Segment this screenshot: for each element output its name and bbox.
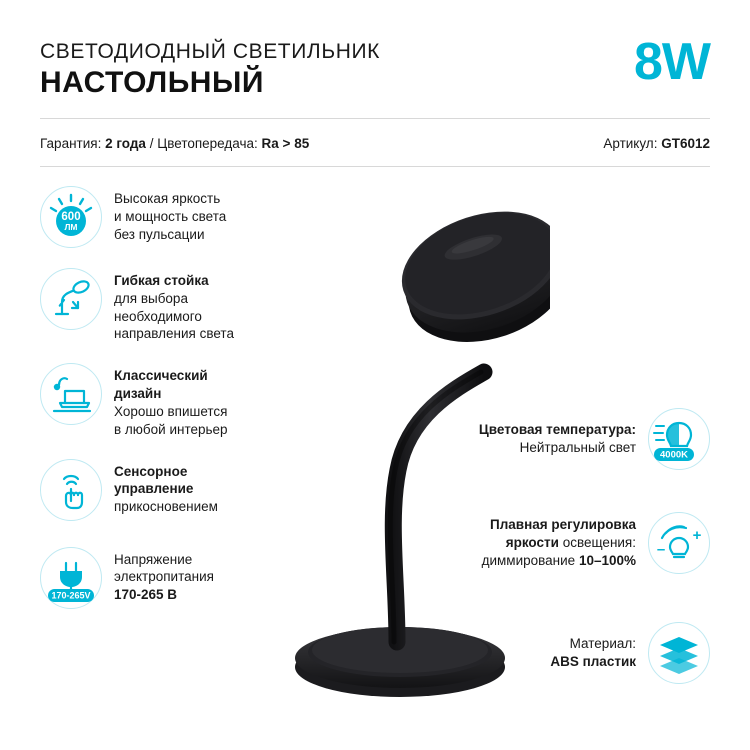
lumens-unit: ЛМ (64, 222, 78, 232)
feature-line: прикосновением (114, 499, 218, 515)
feature-line: для выбора (114, 290, 188, 306)
feature-line-bold: Плавная регулировка (489, 516, 636, 532)
feature-item-dimming (370, 512, 710, 574)
lumens-value: 600 (61, 211, 81, 223)
feature-line (482, 534, 636, 552)
feature-text-dimming (482, 516, 636, 571)
feature-line-bold: Цветовая температура: (478, 421, 636, 437)
feature-line (482, 552, 636, 570)
dimming-plus-sign: + (692, 527, 702, 544)
color-temperature-badge-value: 4000K (660, 449, 688, 461)
dimming-bulb-icon (648, 512, 710, 574)
sku-label: Артикул: (603, 136, 658, 151)
feature-line: и мощность света (114, 208, 227, 224)
meta-right (603, 136, 710, 151)
meta-row (40, 136, 710, 151)
touch-hand-icon (40, 459, 102, 521)
feature-line: Нейтральный свет (519, 440, 636, 455)
warranty-value: 2 года (105, 136, 146, 151)
warranty-label: Гарантия: (40, 136, 102, 151)
feature-line: Хорошо впишется (114, 403, 228, 419)
feature-text-brightness (114, 186, 226, 243)
feature-line: Напряжение (114, 551, 193, 567)
feature-line-bold: Гибкая стойка (114, 273, 209, 288)
header (40, 33, 710, 101)
feature-line: без пульсации (114, 226, 205, 242)
feature-line-bold: 170-265 В (114, 587, 178, 603)
page-title-line1: СВЕТОДИОДНЫЙ СВЕТИЛЬНИК (40, 40, 380, 63)
voltage-badge-value: 170-265V (51, 590, 91, 600)
feature-line: Материал: (569, 635, 636, 651)
feature-line-bold: Классический (114, 368, 208, 384)
page-title-line2: НАСТОЛЬНЫЙ (40, 66, 264, 100)
color-temperature-bulb-icon (648, 408, 710, 470)
feature-line: Высокая яркость (114, 191, 221, 206)
material-layers-icon (648, 622, 710, 684)
meta-separator: / (149, 136, 154, 151)
feature-line-bold: ABS пластик (550, 654, 636, 669)
feature-text-material (550, 635, 636, 671)
feature-text-touch-control (114, 459, 218, 516)
cri-label: Цветопередача: (157, 136, 258, 151)
feature-line-bold: Сенсорное (114, 463, 188, 479)
feature-item-material (410, 622, 710, 684)
feature-text-voltage (114, 547, 214, 604)
feature-text-color-temperature (479, 421, 636, 457)
feature-line-bold: управление (114, 481, 194, 497)
power-plug-icon (40, 547, 102, 609)
feature-line-bold: дизайн (114, 386, 162, 402)
meta-divider (40, 166, 710, 167)
brightness-rays-icon (40, 186, 102, 248)
laptop-desk-icon (40, 363, 102, 425)
feature-line: необходимого (114, 308, 202, 324)
sku-value: GT6012 (661, 136, 710, 151)
feature-line-part: диммирование (481, 553, 576, 569)
feature-text-flexible-stand (114, 268, 234, 343)
header-divider (40, 118, 710, 119)
feature-line: направления света (114, 326, 234, 342)
cri-value: Ra > 85 (261, 136, 310, 151)
feature-item-color-temperature (380, 408, 710, 470)
flexible-stand-icon (40, 268, 102, 330)
dimming-minus-sign: – (656, 541, 666, 558)
feature-line-bold-part: яркости (505, 534, 559, 550)
feature-line: электропитания (114, 569, 214, 585)
feature-text-classic-design (114, 363, 228, 438)
feature-line-bold-part: 10–100% (578, 553, 636, 569)
title-block (40, 36, 380, 101)
meta-left (40, 136, 309, 151)
wattage-badge: 8W (634, 33, 710, 91)
feature-line: в любой интерьер (114, 421, 228, 437)
feature-line-part: освещения: (562, 534, 636, 550)
